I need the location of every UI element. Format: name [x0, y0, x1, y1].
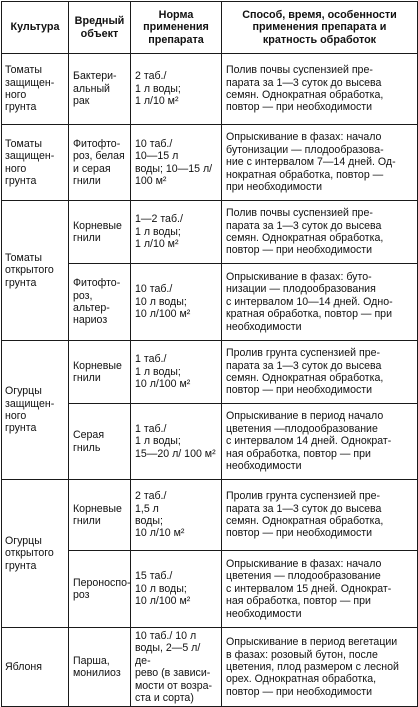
table-row	[2, 341, 418, 404]
culture-cell: Томаты защищен- ного грунта	[2, 125, 69, 201]
method-cell: Полив почвы суспензией пре- парата за 1—3 суток до высева семян. Однократная обработка, повтор — при необходимости	[222, 54, 418, 125]
table-row	[2, 125, 418, 201]
norm-cell: 10 таб./ 10—15 л воды; 10—15 л/ 100 м²	[131, 125, 222, 201]
norm-cell: 1 таб./ 1 л воды; 15—20 л/ 100 м²	[131, 404, 222, 480]
method-cell: Полив почвы суспензией пре- парата за 1—3 суток до высева семян. Однократная обработка, повтор — при необходимости	[222, 201, 418, 264]
method-cell: Опрыскивание в фазах: начало бутонизации — плодообразова- ние с интервалом 7—14 дней. Од- нократная обработка, повтор — при необходимости	[222, 125, 418, 201]
norm-cell: 2 таб./ 1,5 л воды; 10 л/10 м²	[131, 480, 222, 551]
culture-cell: Огурцы защищен- ного грунта	[2, 341, 69, 480]
pest-cell: Фитофто- роз, белая и серая гнили	[69, 125, 131, 201]
table-row	[2, 480, 418, 551]
method-cell: Опрыскивание в фазах: буто- низации — плодообразования с интервалом 10—14 дней. Одно- кратная обработка, повтор — при необходимости	[222, 264, 418, 341]
pest-cell: Серая гниль	[69, 404, 131, 480]
method-cell: Опрыскивание в период вегетации в фазах: розовый бутон, после цветения, плод размером с лесной орех. Однократная обработка, повтор — при необходимости	[222, 628, 418, 707]
pest-cell: Бактери- альный рак	[69, 54, 131, 125]
culture-cell: Томаты защищен- ного грунта	[2, 54, 69, 125]
method-cell: Пролив грунта суспензией пре- парата за 1—3 суток до высева семян. Однократная обработка, повтор — при необходимости	[222, 341, 418, 404]
norm-cell: 10 таб./ 10 л воды; 10 л/100 м²	[131, 264, 222, 341]
pest-cell: Корневые гнили	[69, 480, 131, 551]
table-row	[2, 628, 418, 707]
header-norm: Норма применения препарата	[131, 2, 222, 54]
pest-cell: Парша, монилиоз	[69, 628, 131, 707]
norm-cell: 1—2 таб./ 1 л воды; 1 л/10 м²	[131, 201, 222, 264]
pest-cell: Фитофто- роз, альтер- нариоз	[69, 264, 131, 341]
table-row	[2, 54, 418, 125]
table-row	[2, 201, 418, 264]
pest-cell: Пероноспо- роз	[69, 551, 131, 628]
pest-cell: Корневые гнили	[69, 201, 131, 264]
header-row	[2, 2, 418, 54]
header-pest: Вредный объект	[69, 2, 131, 54]
pesticide-table	[1, 1, 418, 707]
method-cell: Опрыскивание в период начало цветения —плодообразование с интервалом 14 дней. Однократ- ная обработка, повтор — при необходимости	[222, 404, 418, 480]
culture-cell: Яблоня	[2, 628, 69, 707]
culture-cell: Огурцы открытого грунта	[2, 480, 69, 628]
culture-cell: Томаты открытого грунта	[2, 201, 69, 341]
norm-cell: 1 таб./ 1 л воды; 10 л/100 м²	[131, 341, 222, 404]
pest-cell: Корневые гнили	[69, 341, 131, 404]
norm-cell: 10 таб./ 10 л воды, 2—5 л/ де- рево (в зависи- мости от возра- ста и сорта)	[131, 628, 222, 707]
header-method: Способ, время, особенности применения препарата и кратность обработок	[222, 2, 418, 54]
method-cell: Пролив грунта суспензией пре- парата за 1—3 суток до высева семян. Однократная обработка, повтор — при необходимости	[222, 480, 418, 551]
header-culture: Культура	[2, 2, 69, 54]
method-cell: Опрыскивание в фазах: начало цветения — плодообразование с интервалом 15 дней. Однократ- ная обработка, повтор — при необходимости	[222, 551, 418, 628]
norm-cell: 15 таб./ 10 л воды; 10 л/100 м²	[131, 551, 222, 628]
norm-cell: 2 таб./ 1 л воды; 1 л/10 м²	[131, 54, 222, 125]
